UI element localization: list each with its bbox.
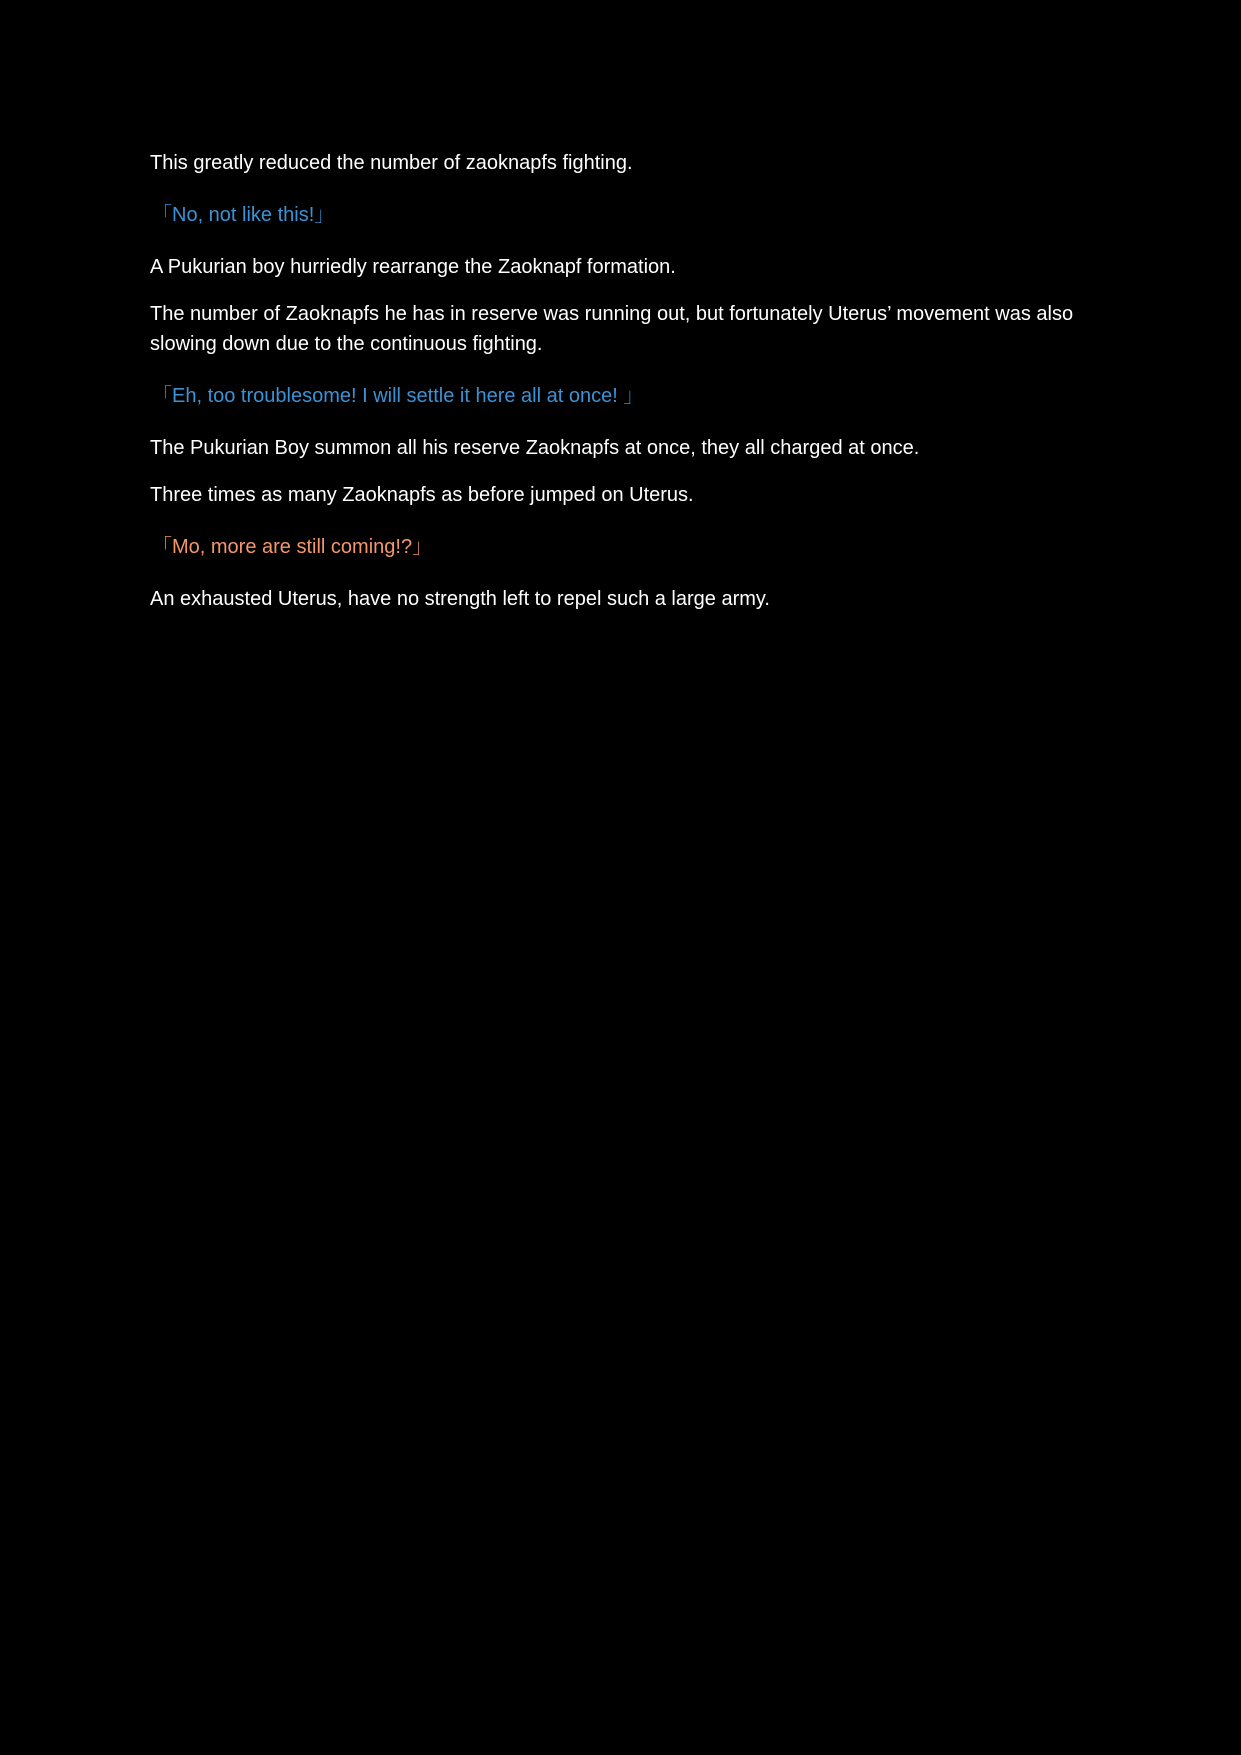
narration-line: A Pukurian boy hurriedly rearrange the Zaoknapf formation. <box>150 256 676 278</box>
dialogue-line: 「Mo, more are still coming!?」 <box>152 536 433 558</box>
narration-line: The Pukurian Boy summon all his reserve Zaoknapfs at once, they all charged at once. <box>150 437 920 459</box>
document-page <box>150 148 1100 614</box>
dialogue-line: 「Eh, too troublesome! I will settle it here all at once! 」 <box>152 385 644 407</box>
narration-line: Three times as many Zaoknapfs as before jumped on Uterus. <box>150 484 694 506</box>
narration-line: The number of Zaoknapfs he has in reserve was running out, but fortunately Uterus’ movement was also slowing down due to the continuous fighting. <box>150 303 1074 355</box>
narration-line: This greatly reduced the number of zaoknapfs fighting. <box>150 152 633 174</box>
dialogue-line: 「No, not like this!」 <box>152 204 335 226</box>
narration-line: An exhausted Uterus, have no strength left to repel such a large army. <box>150 588 770 610</box>
